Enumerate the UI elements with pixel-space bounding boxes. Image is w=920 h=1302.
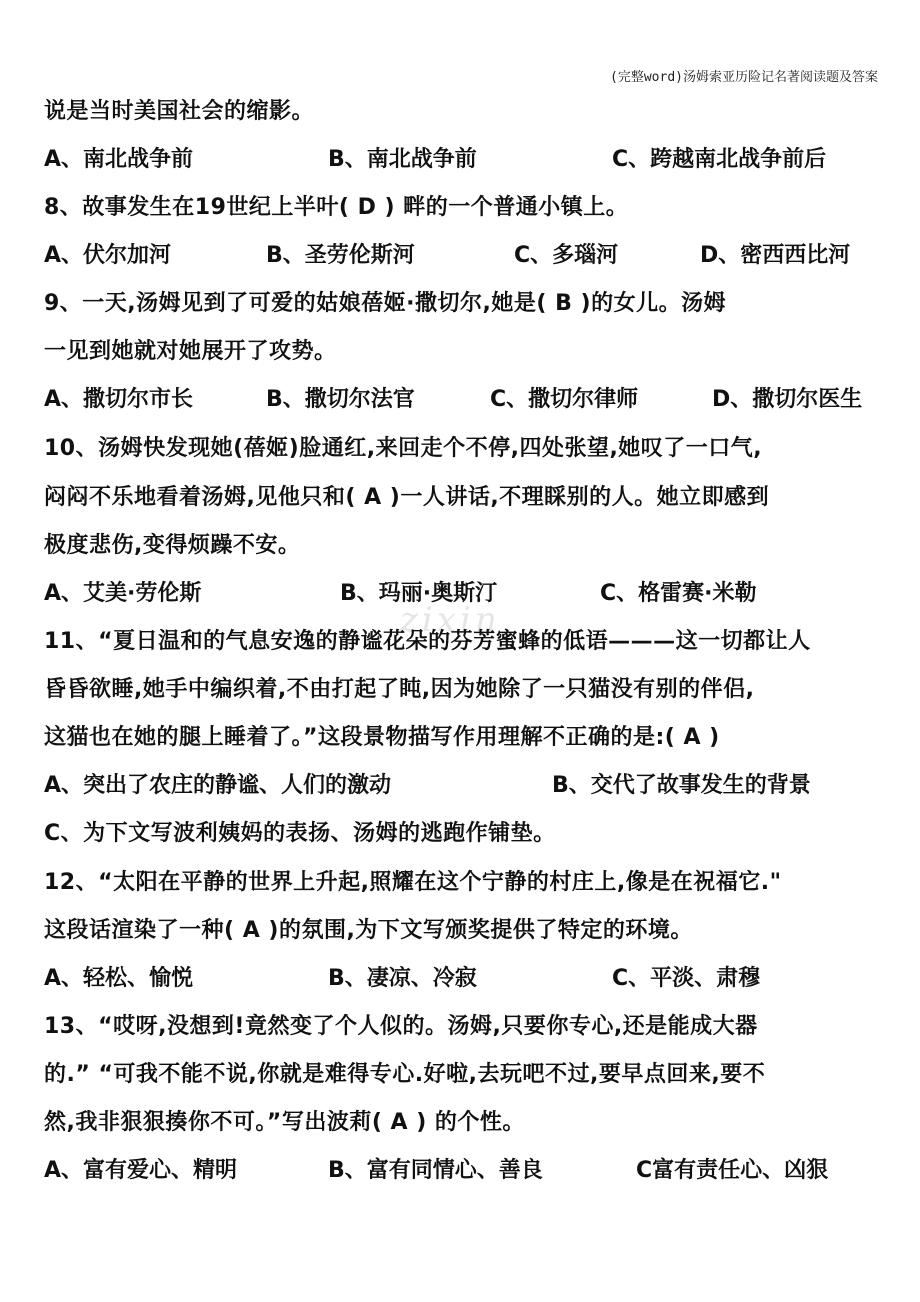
option-q8-c: C、多瑙河 [514, 243, 619, 268]
question-10-cont: 极度悲伤,变得烦躁不安。 [44, 533, 301, 558]
question-10-cont: 闷闷不乐地看着汤姆,见他只和( A )一人讲话,不理睬别的人。她立即感到 [44, 485, 770, 510]
option-q10-c: C、格雷赛·米勒 [600, 581, 757, 606]
option-q12-c: C、平淡、肃穆 [612, 966, 761, 991]
option-q13-a: A、富有爱心、精明 [44, 1158, 238, 1183]
option-q10-a: A、艾美·劳伦斯 [44, 581, 202, 606]
option-q8-b: B、圣劳伦斯河 [266, 243, 415, 268]
option-q9-d: D、撒切尔医生 [712, 387, 863, 412]
watermark: zixin [400, 600, 501, 640]
question-11: 11、“夏日温和的气息安逸的静谧花朵的芬芳蜜蜂的低语———这一切都让人 [44, 629, 811, 654]
option-q11-a: A、突出了农庄的静谧、人们的激动 [44, 773, 392, 798]
option-q13-b: B、富有同情心、善良 [328, 1158, 543, 1183]
question-11-cont: 昏昏欲睡,她手中编织着,不由打起了盹,因为她除了一只猫没有别的伴侣, [44, 677, 755, 702]
option-q9-a: A、撒切尔市长 [44, 387, 194, 412]
option-q10-b: B、玛丽·奥斯汀 [340, 581, 498, 606]
option-q11-c: C、为下文写波利姨妈的表扬、汤姆的逃跑作铺垫。 [44, 821, 556, 846]
option-q12-b: B、凄凉、冷寂 [328, 966, 477, 991]
text-line: 说是当时美国社会的缩影。 [44, 99, 315, 124]
question-9: 9、一天,汤姆见到了可爱的姑娘蓓姬·撒切尔,她是( B )的女儿。汤姆 [44, 291, 727, 316]
question-9-cont: 一见到她就对她展开了攻势。 [44, 339, 337, 364]
question-11-cont: 这猫也在她的腿上睡着了。”这段景物描写作用理解不正确的是:( A ) [44, 725, 720, 750]
option-q7-a: A、南北战争前 [44, 147, 194, 172]
option-q8-d: D、密西西比河 [700, 243, 851, 268]
option-q7-c: C、跨越南北战争前后 [612, 147, 827, 172]
question-13-cont: 的.” “可我不能不说,你就是难得专心.好啦,去玩吧不过,要早点回来,要不 [44, 1062, 766, 1087]
option-q9-c: C、撒切尔律师 [490, 387, 639, 412]
question-8: 8、故事发生在19世纪上半叶( D ) 畔的一个普通小镇上。 [44, 195, 629, 220]
question-10: 10、汤姆快发现她(蓓姬)脸通红,来回走个不停,四处张望,她叹了一口气, [44, 436, 763, 461]
document-header: (完整word)汤姆索亚历险记名著阅读题及答案 [610, 70, 878, 85]
question-12: 12、“太阳在平静的世界上升起,照耀在这个宁静的村庄上,像是在祝福它." [44, 870, 782, 895]
question-13: 13、“哎呀,没想到!竟然变了个人似的。汤姆,只要你专心,还是能成大器 [44, 1014, 758, 1039]
question-12-cont: 这段话渲染了一种( A )的氛围,为下文写颁奖提供了特定的环境。 [44, 918, 693, 943]
option-q12-a: A、轻松、愉悦 [44, 966, 194, 991]
option-q9-b: B、撒切尔法官 [266, 387, 415, 412]
option-q8-a: A、伏尔加河 [44, 243, 172, 268]
question-13-cont: 然,我非狠狠揍你不可。”写出波莉( A ) 的个性。 [44, 1110, 525, 1135]
option-q7-b: B、南北战争前 [328, 147, 477, 172]
option-q13-c: C富有责任心、凶狠 [636, 1158, 829, 1183]
option-q11-b: B、交代了故事发生的背景 [552, 773, 811, 798]
